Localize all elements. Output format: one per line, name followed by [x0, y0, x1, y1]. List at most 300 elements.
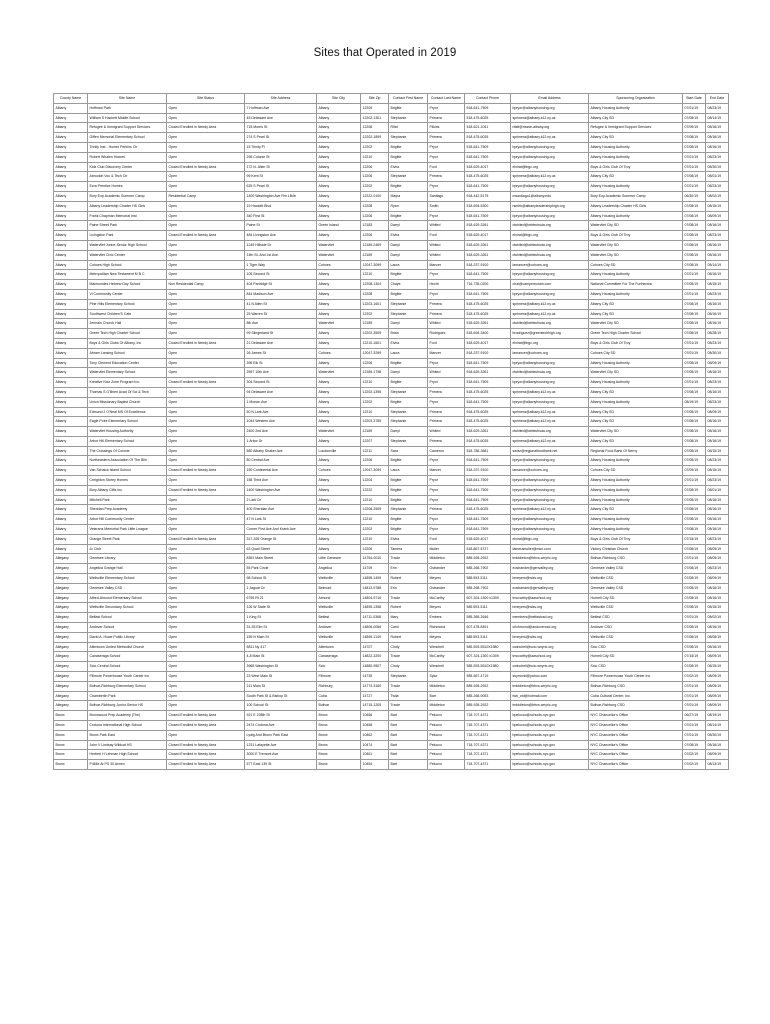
table-cell: Pryor: [428, 456, 465, 466]
table-cell: Albany: [317, 476, 361, 486]
table-cell: 08/30/19: [706, 730, 729, 740]
table-cell: 8351 Main Street: [245, 554, 317, 564]
table-cell: tmiddleton@bfrcs.wnyric.org: [511, 681, 589, 691]
table-cell: Albany: [317, 133, 361, 143]
table-cell: Pelucco: [428, 750, 465, 760]
table-cell: Pryor: [428, 476, 465, 486]
table-row: [54, 427, 729, 437]
table-cell: Belmont: [317, 583, 361, 593]
table-cell: Allegany: [54, 691, 88, 701]
table-cell: msantiago1@albany.edu: [511, 191, 589, 201]
table-cell: Pryor: [428, 142, 465, 152]
table-cell: 07/08/19: [683, 319, 706, 329]
table-cell: 07/01/19: [683, 182, 706, 192]
table-cell: Bury Eop Academic Summer Camp: [589, 191, 683, 201]
table-cell: 08/01/19: [706, 172, 729, 182]
table-cell: Little Genesee: [317, 554, 361, 564]
table-cell: 07/08/19: [683, 221, 706, 231]
table-cell: 08/23/19: [706, 534, 729, 544]
table-row: [54, 182, 729, 192]
table-cell: Robert: [389, 632, 428, 642]
table-cell: Albany: [54, 191, 88, 201]
table-row: [54, 711, 729, 721]
table-cell: 15 Trinity Pl: [245, 142, 317, 152]
table-cell: 07/09/19: [683, 123, 706, 133]
table-cell: Watervliet City SD: [589, 368, 683, 378]
table-cell: Lydig And Bronx Park East: [245, 730, 317, 740]
table-cell: Hoffman Park: [88, 103, 167, 113]
table-cell: Pryor: [428, 358, 465, 368]
table-cell: Primera: [428, 113, 465, 123]
table-cell: Albany: [317, 495, 361, 505]
table-cell: 518-629-3261: [465, 368, 511, 378]
table-cell: Angelica: [317, 564, 361, 574]
table-cell: Open: [167, 182, 245, 192]
table-row: [54, 309, 729, 319]
table-cell: Darryl: [389, 427, 428, 437]
table-cell: 55 Park Circle: [245, 564, 317, 574]
column-header: Sponsoring Organization: [589, 94, 683, 104]
table-cell: 585-268-9053: [465, 691, 511, 701]
table-cell: elvirat@tbgc.org: [511, 231, 589, 241]
table-cell: 844 Madison Ave: [245, 289, 317, 299]
table-cell: 08/19/19: [706, 711, 729, 721]
table-cell: 150 Continental Ave: [245, 466, 317, 476]
table-cell: Van Schaick Island School: [88, 466, 167, 476]
table-row: [54, 662, 729, 672]
table-cell: 12183: [361, 221, 389, 231]
table-cell: 21 Delaware Ave: [245, 338, 317, 348]
table-cell: 08/02/19: [706, 191, 729, 201]
table-cell: Bolivar-Richburg CSD: [589, 554, 683, 564]
table-cell: 08/16/19: [706, 123, 729, 133]
table-cell: Open: [167, 397, 245, 407]
table-cell: 12206: [361, 456, 389, 466]
table-cell: NYC Chancellor's Office: [589, 721, 683, 731]
table-row: [54, 583, 729, 593]
table-cell: 08/16/19: [706, 368, 729, 378]
table-cell: Brigitte: [389, 211, 428, 221]
table-cell: Eagle Point Elementary School: [88, 417, 167, 427]
table-cell: Union Missionary Baptist Church: [88, 397, 167, 407]
table-cell: eostrander@genvalley.org: [511, 583, 589, 593]
table-cell: Watervliet: [317, 427, 361, 437]
table-cell: Bronx: [54, 721, 88, 731]
table-cell: Albany City SD: [589, 417, 683, 427]
table-cell: Pelucco: [428, 730, 465, 740]
table-cell: Albany Housing Authority: [589, 485, 683, 495]
table-cell: Closed Enrolled in Needy Area: [167, 711, 245, 721]
table-cell: 07/08/19: [683, 368, 706, 378]
table-cell: 518-694-5300: [465, 201, 511, 211]
table-cell: 07/08/19: [683, 250, 706, 260]
table-cell: Whited: [428, 221, 465, 231]
table-cell: bpryor@albanyhousing.org: [511, 358, 589, 368]
table-cell: dwhited@wbtechsda.org: [511, 221, 589, 231]
table-cell: 518-641-7509: [465, 270, 511, 280]
table-cell: 07/08/19: [683, 358, 706, 368]
table-cell: 12047-3099: [361, 260, 389, 270]
table-row: [54, 260, 729, 270]
table-cell: Albany: [317, 231, 361, 241]
table-cell: Ford: [428, 162, 465, 172]
table-cell: Albany Housing Authority: [589, 103, 683, 113]
table-cell: 518-641-7509: [465, 476, 511, 486]
table-cell: Albany: [54, 260, 88, 270]
table-cell: Albany: [54, 515, 88, 525]
table-cell: Primera: [428, 387, 465, 397]
table-cell: Albany: [54, 446, 88, 456]
table-cell: Open: [167, 387, 245, 397]
table-cell: Cohoes: [317, 260, 361, 270]
table-cell: 14774-3160: [361, 681, 389, 691]
table-cell: Albany: [317, 505, 361, 515]
table-cell: Watervliet: [317, 250, 361, 260]
table-cell: Open: [167, 476, 245, 486]
table-cell: Chamberlin Park: [88, 691, 167, 701]
table-cell: Albany Housing Authority: [589, 358, 683, 368]
table-cell: 07/08/19: [683, 133, 706, 143]
table-cell: Elvira: [389, 231, 428, 241]
table-cell: Brian: [389, 329, 428, 339]
table-cell: Bronx: [317, 721, 361, 731]
table-cell: Laura: [389, 260, 428, 270]
table-cell: Pelucco: [428, 740, 465, 750]
table-cell: Robert Whalen Homes: [88, 152, 167, 162]
table-cell: 12202-1398: [361, 387, 389, 397]
table-cell: Boys & Girls Club Of Troy: [589, 231, 683, 241]
table-cell: 304 Second St: [245, 378, 317, 388]
table-row: [54, 133, 729, 143]
table-cell: 1 King St: [245, 613, 317, 623]
table-cell: Stephanie: [389, 436, 428, 446]
table-cell: Thomas S O'Brien Acad Of Sci & Tech: [88, 387, 167, 397]
table-cell: 12210: [361, 407, 389, 417]
table-cell: rifatf@rissse-albany.org: [511, 123, 589, 133]
table-cell: Albany: [317, 456, 361, 466]
table-cell: 08/23/19: [706, 397, 729, 407]
table-row: [54, 407, 729, 417]
table-cell: 12202-3505: [361, 329, 389, 339]
table-cell: Stephanie: [389, 417, 428, 427]
table-cell: 50 N Lark Ave: [245, 407, 317, 417]
table-cell: 518-475-6025: [465, 407, 511, 417]
table-cell: ssymond@yahoo.com: [511, 672, 589, 682]
table-cell: Albany: [54, 525, 88, 535]
table-cell: 08/23/19: [706, 338, 729, 348]
table-cell: Albany: [317, 417, 361, 427]
column-header: Site Name: [88, 94, 167, 104]
table-row: [54, 544, 729, 554]
table-cell: 07/15/19: [683, 652, 706, 662]
table-row: [54, 436, 729, 446]
table-cell: Albany Housing Authority: [589, 515, 683, 525]
table-cell: Wellsville CSD: [589, 632, 683, 642]
table-cell: Open: [167, 701, 245, 711]
table-cell: 518-641-7509: [465, 289, 511, 299]
table-cell: 08/09/19: [706, 652, 729, 662]
table-cell: 100 School St: [245, 701, 317, 711]
table-cell: 10458: [361, 721, 389, 731]
table-cell: Watervliet Civic Center: [88, 250, 167, 260]
table-cell: Albany: [54, 172, 88, 182]
table-cell: Scio: [317, 662, 361, 672]
table-cell: Albany: [317, 182, 361, 192]
table-cell: 08/19/19: [683, 397, 706, 407]
table-cell: McCarthy: [428, 593, 465, 603]
table-cell: Albany: [317, 387, 361, 397]
table-cell: crichmond@andovercsd.org: [511, 623, 589, 633]
table-cell: Andover CSD: [589, 623, 683, 633]
table-cell: Albany: [317, 270, 361, 280]
table-row: [54, 593, 729, 603]
table-cell: 08/16/19: [706, 515, 729, 525]
table-cell: Muller: [428, 544, 465, 554]
table-cell: Wellsville: [317, 603, 361, 613]
table-cell: 8th Ave: [245, 319, 317, 329]
table-cell: 08/09/19: [706, 211, 729, 221]
table-cell: Tracie: [389, 652, 428, 662]
table-cell: 518-475-6025: [465, 299, 511, 309]
table-cell: 08/16/19: [706, 387, 729, 397]
table-cell: Albany: [317, 515, 361, 525]
table-cell: Primera: [428, 505, 465, 515]
table-cell: 08/23/19: [706, 103, 729, 113]
table-cell: 06/30/19: [683, 191, 706, 201]
table-row: [54, 142, 729, 152]
table-row: [54, 397, 729, 407]
table-row: [54, 368, 729, 378]
table-cell: NYC Chancellor's Office: [589, 711, 683, 721]
table-cell: 14880-9507: [361, 662, 389, 672]
table-cell: Watervliet City SD: [589, 240, 683, 250]
table-cell: Open: [167, 603, 245, 613]
table-cell: saraz@regionalfoodbank.net: [511, 446, 589, 456]
table-cell: Darryl: [389, 319, 428, 329]
table-cell: 08/09/19: [706, 358, 729, 368]
table-cell: 08/16/19: [706, 319, 729, 329]
table-cell: Albany City SD: [589, 172, 683, 182]
table-cell: Watervliet: [317, 319, 361, 329]
table-cell: 08/16/19: [706, 250, 729, 260]
table-cell: 12210: [361, 152, 389, 162]
table-body: [54, 103, 729, 769]
table-cell: 105 Second St: [245, 270, 317, 280]
column-header: Email Address: [511, 94, 589, 104]
table-cell: eostrander@genvalley.org: [511, 564, 589, 574]
table-cell: sprimera@albany.k12.ny.us: [511, 299, 589, 309]
table-cell: Albany City SD: [589, 407, 683, 417]
table-cell: 07/08/19: [683, 280, 706, 290]
table-cell: Paine Street Park: [88, 221, 167, 231]
table-cell: Frank Chapman Memorial Inst: [88, 211, 167, 221]
table-cell: Watervliet: [317, 368, 361, 378]
table-cell: 12203-3785: [361, 417, 389, 427]
table-cell: Albany City SD: [589, 387, 683, 397]
table-cell: 08/16/19: [706, 525, 729, 535]
table-cell: Pelucco: [428, 760, 465, 770]
table-cell: 10454: [361, 760, 389, 770]
table-cell: 07/01/19: [683, 289, 706, 299]
table-cell: 518-475-6025: [465, 436, 511, 446]
table-cell: Sheridan Prep Academy: [88, 505, 167, 515]
table-cell: Brigitte: [389, 182, 428, 192]
table-cell: Residential Camp: [167, 191, 245, 201]
table-cell: Albany: [317, 123, 361, 133]
table-cell: 395 Elk St: [245, 358, 317, 368]
table-row: [54, 554, 729, 564]
table-cell: Stephanie: [389, 113, 428, 123]
table-cell: 585.593.3111: [465, 632, 511, 642]
table-cell: Pine Hills Elementary School: [88, 299, 167, 309]
table-cell: Watervliet City SD: [589, 221, 683, 231]
table-row: [54, 652, 729, 662]
table-cell: Closed Enrolled in Needy Area: [167, 162, 245, 172]
column-header: Contact Phone: [465, 94, 511, 104]
table-row: [54, 250, 729, 260]
table-row: [54, 162, 729, 172]
table-cell: Angelica Grange Hall: [88, 564, 167, 574]
table-cell: Jermain Church Hall: [88, 319, 167, 329]
table-cell: 08/16/19: [706, 133, 729, 143]
page-title: Sites that Operated in 2019: [313, 47, 457, 59]
table-cell: Albany: [317, 485, 361, 495]
table-cell: Bronx: [54, 740, 88, 750]
table-cell: 716-735-0200: [465, 280, 511, 290]
table-cell: tmccarthy@aaschool.org: [511, 593, 589, 603]
table-cell: sprimera@albany.k12.ny.us: [511, 436, 589, 446]
table-cell: Andover: [317, 623, 361, 633]
table-cell: Open: [167, 201, 245, 211]
column-header: County Name: [54, 94, 88, 104]
table-cell: Tamera: [389, 544, 428, 554]
table-cell: Ostrander: [428, 583, 465, 593]
table-cell: Open: [167, 662, 245, 672]
table-cell: bpryor@albanyhousing.org: [511, 270, 589, 280]
table-cell: 08/15/19: [706, 201, 729, 211]
table-cell: Albany Housing Authority: [589, 525, 683, 535]
table-cell: Stephanie: [389, 299, 428, 309]
table-cell: Allegany: [54, 642, 88, 652]
table-cell: Elvira: [389, 338, 428, 348]
table-cell: 07/08/19: [683, 329, 706, 339]
table-row: [54, 240, 729, 250]
table-cell: 08/15/19: [706, 662, 729, 672]
table-cell: Tracie: [389, 593, 428, 603]
table-cell: Bury Albany Gifts Inc.: [88, 485, 167, 495]
table-row: [54, 721, 729, 731]
table-cell: Laura: [389, 348, 428, 358]
table-cell: Cuba: [317, 691, 361, 701]
table-cell: Tracie: [389, 554, 428, 564]
table-cell: Albany: [317, 436, 361, 446]
table-cell: 12208: [361, 289, 389, 299]
table-cell: Albany: [317, 289, 361, 299]
table-cell: Watervliet City SD: [589, 319, 683, 329]
table-cell: 12208: [361, 201, 389, 211]
table-cell: Albany: [317, 544, 361, 554]
table-cell: 99 Slingerland St: [245, 329, 317, 339]
table-cell: Boys & Girls Club Of Troy: [589, 534, 683, 544]
table-cell: Sara: [389, 446, 428, 456]
table-row: [54, 564, 729, 574]
table-cell: Albany: [317, 103, 361, 113]
table-cell: 585-928-2922: [465, 554, 511, 564]
table-row: [54, 750, 729, 760]
table-cell: 08/16/19: [706, 427, 729, 437]
table-cell: Arbor Hill Elementary School: [88, 436, 167, 446]
table-cell: Open: [167, 505, 245, 515]
table-cell: Bronx Park East: [88, 730, 167, 740]
table-cell: 12208-1304: [361, 280, 389, 290]
table-cell: Cindy: [389, 642, 428, 652]
table-cell: 07/08/19: [683, 436, 706, 446]
table-cell: 07/02/19: [683, 750, 706, 760]
table-cell: Open: [167, 691, 245, 701]
table-row: [54, 466, 729, 476]
table-cell: 158 Third Ave: [245, 476, 317, 486]
table-cell: Darryl: [389, 240, 428, 250]
table-cell: 12189: [361, 319, 389, 329]
table-cell: 518-475-6025: [465, 113, 511, 123]
table-cell: 08/16/19: [706, 221, 729, 231]
table-cell: Open: [167, 593, 245, 603]
table-cell: 580 Albany Shaker Ave: [245, 446, 317, 456]
table-row: [54, 632, 729, 642]
table-cell: Bart: [389, 750, 428, 760]
table-cell: Mancer: [428, 348, 465, 358]
table-cell: 12211: [361, 446, 389, 456]
table-cell: Mancer: [428, 260, 465, 270]
table-cell: 12210: [361, 378, 389, 388]
table-cell: Albany: [54, 123, 88, 133]
table-cell: Primera: [428, 172, 465, 182]
table-cell: 1400 Washington Ave: [245, 485, 317, 495]
column-header: Start Date: [683, 94, 706, 104]
table-cell: 08/16/19: [706, 436, 729, 446]
table-cell: Meyers: [428, 632, 465, 642]
table-cell: Fillmore Powerhouse Youth Center Inc: [88, 672, 167, 682]
table-cell: Albany: [54, 466, 88, 476]
table-cell: Abram Lansing School: [88, 348, 167, 358]
table-cell: Fillmore Powerhouse Youth Center Inc: [589, 672, 683, 682]
table-cell: 518-629-4017: [465, 231, 511, 241]
table-cell: 14709: [361, 564, 389, 574]
table-cell: 12189-1798: [361, 368, 389, 378]
table-cell: Ostrander: [428, 564, 465, 574]
table-cell: Genesee Library: [88, 554, 167, 564]
table-cell: P466x At PS 30 Annex: [88, 760, 167, 770]
table-cell: Open: [167, 613, 245, 623]
table-row: [54, 211, 729, 221]
table-cell: 08/28/19: [706, 329, 729, 339]
table-cell: Open: [167, 172, 245, 182]
table-cell: 12202: [361, 397, 389, 407]
table-cell: 07/01/19: [683, 152, 706, 162]
table-cell: Middleton: [428, 681, 465, 691]
table-cell: Albany: [317, 162, 361, 172]
table-cell: Albany: [54, 427, 88, 437]
table-cell: 14895-1149: [361, 632, 389, 642]
table-cell: Mary: [389, 613, 428, 623]
table-cell: 400 Sheridan Ave: [245, 505, 317, 515]
table-cell: 12202: [361, 142, 389, 152]
table-cell: 07/08/19: [683, 113, 706, 123]
table-cell: 12206: [361, 211, 389, 221]
table-cell: Open: [167, 417, 245, 427]
table-cell: lamancer@cohoes.org: [511, 260, 589, 270]
table-cell: 08/01/19: [706, 485, 729, 495]
